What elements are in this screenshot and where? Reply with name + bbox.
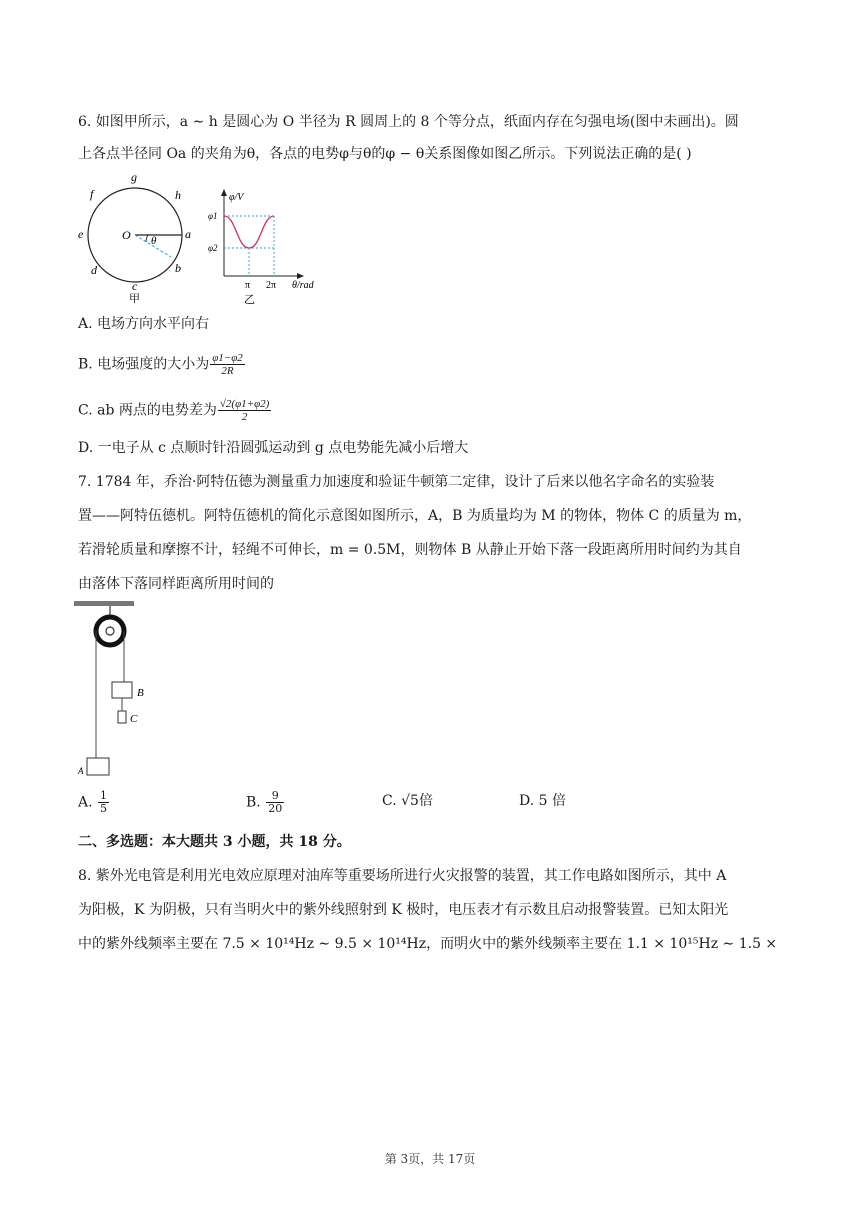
circle-angle-label: θ (151, 235, 157, 247)
q7-stem-line4: 由落体下落同样距离所用时间的 (78, 576, 274, 592)
graph-ytick-phi1: φ1 (208, 211, 218, 221)
graph-xtick-2pi: 2π (266, 280, 277, 291)
q6-option-a: A. 电场方向水平向右 (78, 316, 210, 332)
q6-figure-graph (204, 188, 334, 306)
graph-curve (224, 216, 274, 248)
atwood-label-b: B (137, 687, 144, 699)
q7-option-a (78, 790, 110, 815)
q7-option-d: D. 5 倍 (519, 793, 566, 809)
q6-option-b-fraction (210, 352, 245, 377)
point-a-label: a (185, 227, 191, 241)
q6-option-b (78, 352, 246, 377)
q7-option-a-denominator: 5 (100, 802, 108, 815)
q7-option-a-fraction (98, 790, 109, 815)
q6-option-c-prefix: C. ab 两点的电势差为 (78, 402, 217, 419)
circle-caption: 甲 (129, 293, 140, 304)
graph-ytick-phi2: φ2 (208, 243, 218, 253)
q6-option-c-numerator: √2(φ1+φ2) (219, 398, 270, 410)
q6-option-d: D. 一电子从 c 点顺时针沿圆弧运动到 g 点电势能先减小后增大 (78, 440, 469, 456)
point-d-label: d (91, 263, 97, 277)
q6-stem-line2: 上各点半径同 Oa 的夹角为θ，各点的电势φ与θ的φ − θ关系图像如图乙所示。下列说法正确的是( ) (78, 146, 692, 162)
q8-stem-line3: 中的紫外线频率主要在 7.5 × 10¹⁴Hz ∼ 9.5 × 10¹⁴Hz，而明火中的紫外线频率主要在 1.1 × 10¹⁵Hz ∼ 1.5 × (78, 936, 778, 952)
graph-xtick-pi: π (245, 280, 251, 291)
q7-option-b-numerator: 9 (266, 790, 284, 803)
point-c-label: c (132, 279, 138, 293)
q6-option-b-prefix: B. 电场强度的大小为 (78, 356, 210, 373)
page-footer: 第 3页，共 17页 (384, 1152, 476, 1166)
circle-center-label: O (122, 228, 131, 242)
q6-option-b-numerator: φ1−φ2 (212, 352, 243, 364)
atwood-label-a: A (78, 766, 84, 776)
q7-option-b-fraction (266, 790, 284, 815)
point-b-label: b (175, 261, 181, 275)
q7-option-b (246, 790, 285, 815)
q6-option-c-denominator: 2 (241, 411, 248, 423)
q6-stem-line1: 6. 如图甲所示，a ∼ h 是圆心为 O 半径为 R 圆周上的 8 个等分点，纸面内存在匀强电场(图中未画出)。圆 (78, 114, 739, 130)
q7-stem-line2: 置——阿特伍德机。阿特伍德机的简化示意图如图所示，A，B 为质量均为 M 的物体，物体 C 的质量为 m， (78, 508, 752, 524)
q7-option-a-numerator: 1 (100, 789, 108, 802)
q6-option-c-fraction (218, 398, 271, 423)
q6-option-c (78, 398, 272, 423)
q7-stem-line3: 若滑轮质量和摩擦不计，轻绳不可伸长，m = 0.5M，则物体 B 从静止开始下落一段距离所用时间约为其自 (78, 542, 742, 558)
q6-figure-circle (76, 168, 196, 304)
q7-figure-atwood (74, 598, 164, 782)
q7-option-c: C. √5倍 (382, 793, 433, 809)
point-g-label: g (131, 170, 137, 184)
graph-xlabel: θ/rad (292, 280, 314, 291)
q6-option-b-denominator: 2R (221, 365, 234, 377)
point-h-label: h (175, 188, 181, 202)
q7-option-b-denominator: 20 (268, 802, 283, 815)
section2-heading: 二、多选题：本大题共 3 小题，共 18 分。 (78, 834, 351, 850)
q8-stem-line2: 为阳极，K 为阴极，只有当明火中的紫外线照射到 K 极时，电压表才有示数且启动报警装置。已知太阳光 (78, 902, 729, 918)
point-f-label: f (90, 187, 94, 201)
q8-stem-line1: 8. 紫外光电管是利用光电效应原理对油库等重要场所进行火灾报警的装置，其工作电路如图所示，其中 A (78, 868, 727, 884)
graph-caption: 乙 (244, 294, 255, 306)
q7-option-a-prefix: A. (78, 794, 93, 811)
atwood-label-c: C (130, 713, 138, 725)
graph-ylabel: φ/V (229, 192, 244, 203)
q7-option-b-prefix: B. (246, 794, 261, 811)
q7-stem-line1: 7. 1784 年，乔治·阿特伍德为测量重力加速度和验证牛顿第二定律，设计了后来以他名字命名的实验装 (78, 474, 715, 490)
point-e-label: e (78, 227, 84, 241)
